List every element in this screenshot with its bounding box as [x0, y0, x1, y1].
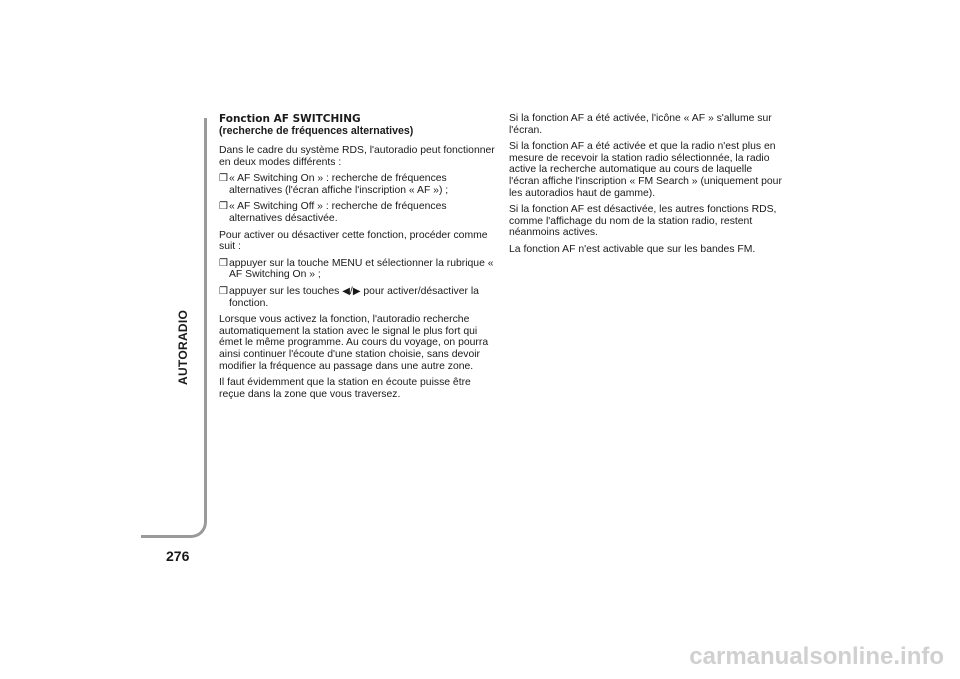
list-item-text: pour activer/désactiver la fonction.	[229, 285, 479, 309]
activate-intro: Pour activer ou désactiver cette fonction, procéder comme suit :	[219, 229, 488, 253]
checkbox-bullet-icon: ❒	[219, 201, 228, 213]
list-item-text: « AF Switching Off » : recherche de fréquences alternatives désactivée.	[229, 201, 447, 224]
section-title: Fonction AF SWITCHING	[219, 113, 361, 125]
section-label: AUTORADIO	[176, 309, 190, 385]
list-item-text: « AF Switching On » : recherche de fréquences alternatives (l'écran affiche l'inscription « AF ») ;	[229, 173, 449, 196]
body-paragraph: Si la fonction AF est désactivée, les autres fonctions RDS, comme l'affichage du nom de la station radio, restent néanmoins actives.	[509, 204, 777, 239]
arrow-separator: /	[349, 285, 353, 297]
left-arrow-icon: ◀	[342, 285, 350, 297]
body-paragraph: La fonction AF n'est activable que sur les bandes FM.	[509, 243, 756, 255]
list-item	[219, 173, 497, 196]
list-item	[219, 258, 497, 281]
checkbox-bullet-icon: ❒	[219, 173, 228, 185]
watermark: carmanualsonline.info	[689, 643, 944, 670]
checkbox-bullet-icon: ❒	[219, 285, 228, 297]
list-item-text: appuyer sur les touches	[229, 285, 340, 297]
list-item-text: appuyer sur la touche MENU et sélectionner la rubrique « AF Switching On » ;	[229, 257, 494, 281]
page-number: 276	[166, 548, 190, 564]
left-column	[219, 113, 497, 405]
body-paragraph: Il faut évidemment que la station en écoute puisse être reçue dans la zone que vous traversez.	[219, 377, 471, 400]
section-subtitle: (recherche de fréquences alternatives)	[219, 125, 414, 137]
list-item	[219, 201, 497, 224]
page-margin-bracket	[141, 118, 207, 538]
body-paragraph: Si la fonction AF a été activée et que la radio n'est plus en mesure de recevoir la station radio sélectionnée, la radio active la recherche automatique au cours de laquelle l'écran affiche l'inscription « FM Search » (uniquement pour les autoradios haut de gamme).	[509, 141, 782, 199]
right-arrow-icon: ▶	[352, 285, 361, 297]
intro-paragraph: Dans le cadre du système RDS, l'autoradio peut fonctionner en deux modes différents :	[219, 145, 495, 168]
body-paragraph: Lorsque vous activez la fonction, l'autoradio recherche automatiquement la station avec le signal le plus fort qui émet le même programme. Au cours du voyage, on pourra ainsi continuer l'écoute d'une station choisie, sans devoir modifier la fréquence au passage dans une autre zone.	[219, 314, 489, 372]
right-column	[509, 113, 784, 261]
list-item	[219, 286, 497, 309]
body-paragraph: Si la fonction AF a été activée, l'icône « AF » s'allume sur l'écran.	[509, 113, 772, 136]
checkbox-bullet-icon: ❒	[219, 257, 228, 269]
